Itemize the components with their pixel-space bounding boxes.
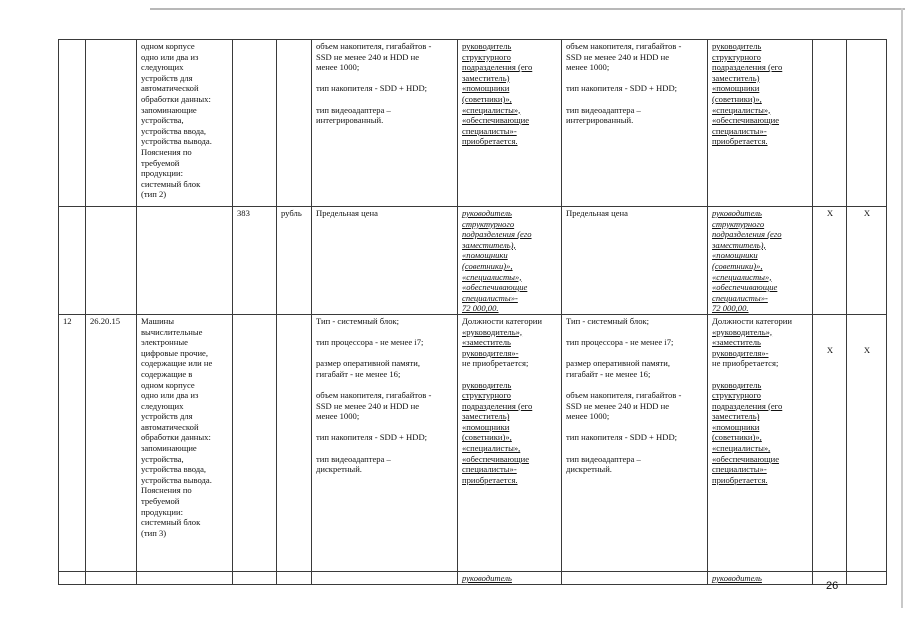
cell-description — [137, 40, 233, 207]
cell-text-line: (советники)», — [712, 432, 762, 443]
cell-text-line: Должности категории — [462, 315, 543, 326]
cell-text-line: Тип - системный блок; — [316, 315, 400, 326]
cell-text-line: руководитель — [462, 208, 512, 218]
cell-text-line: «обеспечивающие — [712, 282, 778, 293]
cell-text-line: приобретается. — [712, 474, 768, 485]
mark-x: Х — [826, 344, 834, 355]
mark-x: Х — [863, 344, 871, 355]
cell-text-line: Пояснения по — [141, 485, 192, 496]
cell-text-line: одном корпусе — [141, 379, 195, 390]
cell-text-line: содержащие или не — [141, 358, 213, 369]
cell-text-line: специалисты»- — [462, 464, 517, 475]
cell-text-line: «помощники — [462, 250, 508, 261]
cell-text-line: заместитель) — [712, 72, 760, 83]
spacer — [316, 327, 454, 338]
spacer — [566, 380, 704, 391]
cell-mark-1 — [813, 207, 847, 315]
cell-text-line: «обеспечивающие — [462, 115, 530, 126]
cell-text-line: (тип 2) — [141, 189, 167, 200]
cell-text-line: дискретный. — [566, 464, 612, 475]
cell-text-line: руководитель — [712, 41, 762, 51]
cell-text-line: «заместитель — [712, 337, 761, 348]
cell-text-line: «обеспечивающие — [462, 453, 530, 464]
row-number-text: 12 — [63, 315, 72, 326]
cell-text-line: тип видеоадаптера – — [316, 104, 391, 115]
cell-text-line: Машины — [141, 315, 175, 326]
cell-text-line: гигабайт - не менее 16; — [566, 368, 651, 379]
cell-text-line: «помощники — [712, 250, 758, 261]
cell-text-line: «помощники — [462, 83, 510, 94]
cell-text-line: объем накопителя, гигабайтов - — [316, 41, 432, 51]
cell-unit-name — [277, 571, 312, 584]
cell-text-line: системный блок — [141, 178, 201, 189]
table-row — [59, 314, 887, 571]
cell-mark-2 — [847, 207, 887, 315]
cell-mark-2 — [847, 571, 887, 584]
cell-text-line: «обеспечивающие — [712, 115, 780, 126]
table-row — [59, 571, 887, 584]
cell-text-line: требуемой — [141, 496, 180, 507]
cell-text-line: тип процессора - не менее i7; — [316, 337, 424, 348]
cell-text-line: специалисты»- — [712, 292, 768, 303]
cell-text-line: подразделения (его — [712, 62, 783, 73]
cell-text-line: продукции: — [141, 168, 183, 179]
cell-text-line: структурного — [712, 51, 761, 62]
cell-unit-name — [277, 314, 312, 571]
cell-text-line: «заместитель — [462, 337, 511, 348]
cell-text-line: Пояснения по — [141, 146, 192, 157]
spacer — [566, 327, 704, 338]
cell-text-line: вычислительные — [141, 326, 203, 337]
cell-text-line: руководитель — [462, 379, 512, 390]
spacer — [316, 422, 454, 433]
cell-characteristics — [312, 571, 458, 584]
cell-characteristics-2 — [562, 571, 708, 584]
cell-text-line: менее 1000; — [316, 62, 360, 73]
positions-general — [462, 316, 558, 369]
cell-text-line: тип видеоадаптера – — [566, 104, 641, 115]
table-row — [59, 40, 887, 207]
position-text-2: руководитель — [712, 572, 762, 583]
cell-positions-2 — [708, 571, 813, 584]
cell-characteristics-2 — [562, 40, 708, 207]
unit-name-text: рубль — [281, 208, 302, 218]
spacer — [712, 369, 809, 380]
spacer — [566, 73, 704, 84]
cell-text-line: «руководитель», — [712, 326, 773, 337]
cell-text-line: одном корпусе — [141, 41, 195, 51]
cell-text-line: (советники)», — [712, 260, 763, 271]
cell-text-line: Тип - системный блок; — [566, 315, 650, 326]
positions-general-2 — [712, 316, 809, 369]
positions-structural — [462, 380, 558, 486]
cell-text-line: цифровые прочие, — [141, 347, 209, 358]
spacer — [566, 348, 704, 359]
cell-text-line: устройства, — [141, 453, 184, 464]
cell-positions-2 — [708, 207, 813, 315]
cell-text-line: 72 000,00. — [462, 303, 499, 314]
cell-text-line: «руководитель», — [462, 326, 523, 337]
cell-text-line: заместитель) — [462, 72, 510, 83]
cell-unit-name — [277, 207, 312, 315]
cell-text-line: «обеспечивающие — [462, 282, 528, 293]
cell-text-line: устройств для — [141, 411, 193, 422]
mark-x: Х — [826, 208, 834, 218]
cell-text-line: «специалисты», — [712, 443, 771, 454]
cell-text-line: приобретается. — [462, 474, 518, 485]
spacer — [316, 380, 454, 391]
cell-text-line: интегрированный. — [566, 115, 634, 126]
cell-text-line: тип накопителя - SDD + HDD; — [316, 83, 428, 94]
cell-text-line: приобретается. — [462, 136, 518, 147]
cell-text-line: (тип 3) — [141, 527, 167, 538]
cell-characteristics-2 — [562, 207, 708, 315]
cell-text-line: не приобретается; — [712, 358, 779, 369]
cell-number — [59, 207, 86, 315]
cell-text-line: подразделения (его — [712, 229, 782, 240]
cell-text-line: тип видеоадаптера – — [316, 453, 391, 464]
cell-characteristics-2 — [562, 314, 708, 571]
requirements-table — [58, 39, 887, 585]
cell-text-line: специалисты»- — [462, 292, 518, 303]
cell-unit-code — [233, 40, 277, 207]
cell-text-line: дискретный. — [316, 464, 362, 475]
spacer — [462, 369, 558, 380]
cell-text-line: не приобретается; — [462, 358, 529, 369]
cell-unit-code — [233, 571, 277, 584]
cell-positions — [458, 314, 562, 571]
cell-text-line: подразделения (его — [712, 400, 783, 411]
cell-text-line: одно или два из — [141, 390, 199, 401]
cell-positions — [458, 207, 562, 315]
cell-number — [59, 40, 86, 207]
cell-text-line: обработки данных: — [141, 432, 211, 443]
cell-text-line: руководителя»- — [462, 347, 519, 358]
cell-text-line: структурного — [462, 390, 511, 401]
cell-characteristics — [312, 40, 458, 207]
cell-text-line: объем накопителя, гигабайтов - — [566, 41, 682, 51]
cell-text-line: руководитель — [712, 379, 762, 390]
cell-unit-code — [233, 314, 277, 571]
cell-text-line: «помощники — [462, 421, 510, 432]
cell-text-line: «помощники — [712, 83, 760, 94]
cell-text-line: устройства ввода, — [141, 464, 207, 475]
cell-text-line: структурного — [462, 218, 515, 229]
position-text: руководитель — [462, 572, 512, 583]
cell-text-line: подразделения (его — [462, 400, 533, 411]
cell-mark-1 — [813, 40, 847, 207]
cell-okpd-code — [86, 314, 137, 571]
cell-mark-2 — [847, 40, 887, 207]
price-limit-text-2: Предельная цена — [566, 208, 628, 218]
cell-text-line: менее 1000; — [566, 62, 610, 73]
cell-text-line: продукции: — [141, 506, 183, 517]
cell-text-line: «специалисты», — [712, 271, 772, 282]
mark-x: Х — [863, 208, 871, 218]
cell-text-line: запоминающие — [141, 443, 197, 454]
cell-characteristics — [312, 314, 458, 571]
cell-text-line: SSD не менее 240 и HDD не — [566, 400, 670, 411]
cell-text-line: автоматической — [141, 421, 199, 432]
spacer — [316, 443, 454, 454]
cell-mark-1 — [813, 314, 847, 571]
cell-mark-2 — [847, 314, 887, 571]
cell-text-line: SSD не менее 240 и HDD не — [316, 400, 420, 411]
cell-text-line: требуемой — [141, 157, 180, 168]
cell-unit-name — [277, 40, 312, 207]
cell-description — [137, 571, 233, 584]
cell-text-line: «специалисты», — [462, 271, 522, 282]
cell-text-line: устройства, — [141, 115, 184, 126]
cell-text-line: гигабайт - не менее 16; — [316, 368, 401, 379]
spacer — [316, 94, 454, 105]
scan-edge-top — [150, 8, 905, 10]
cell-text-line: устройства вывода. — [141, 474, 212, 485]
cell-text-line: специалисты»- — [712, 464, 767, 475]
cell-text-line: специалисты»- — [462, 125, 517, 136]
cell-text-line: тип накопителя - SDD + HDD; — [316, 432, 428, 443]
cell-text-line: системный блок — [141, 517, 201, 528]
spacer — [566, 94, 704, 105]
cell-text-line: устройства ввода, — [141, 125, 207, 136]
scan-edge-right — [901, 8, 903, 608]
cell-text-line: одно или два из — [141, 51, 199, 62]
cell-positions — [458, 571, 562, 584]
cell-text-line: «обеспечивающие — [712, 453, 780, 464]
cell-description — [137, 314, 233, 571]
cell-text-line: руководитель — [462, 41, 512, 51]
cell-text-line: содержащие в — [141, 368, 193, 379]
cell-positions-2 — [708, 40, 813, 207]
cell-text-line: размер оперативной памяти, — [316, 358, 421, 369]
cell-text-line: объем накопителя, гигабайтов - — [566, 390, 682, 401]
cell-text-line: структурного — [712, 390, 761, 401]
cell-text-line: подразделения (его — [462, 229, 532, 240]
price-limit-text: Предельная цена — [316, 208, 378, 218]
cell-text-line: «специалисты», — [462, 104, 521, 115]
cell-okpd-code — [86, 40, 137, 207]
cell-text-line: заместитель), — [712, 239, 766, 250]
cell-text-line: приобретается. — [712, 136, 768, 147]
cell-number — [59, 571, 86, 584]
cell-text-line: «помощники — [712, 421, 760, 432]
spacer — [566, 422, 704, 433]
cell-text-line: 72 000,00. — [712, 303, 749, 314]
cell-text-line: (советники)», — [462, 432, 512, 443]
cell-text-line: «специалисты», — [462, 443, 521, 454]
cell-text-line: (советники)», — [462, 93, 512, 104]
spacer — [566, 443, 704, 454]
cell-text-line: следующих — [141, 62, 184, 73]
cell-okpd-code — [86, 571, 137, 584]
cell-text-line: запоминающие — [141, 104, 197, 115]
positions-structural-2 — [712, 380, 809, 486]
cell-text-line: интегрированный. — [316, 115, 384, 126]
cell-text-line: тип видеоадаптера – — [566, 453, 641, 464]
cell-text-line: автоматической — [141, 83, 199, 94]
cell-text-line: устройств для — [141, 72, 193, 83]
cell-text-line: заместитель) — [712, 411, 760, 422]
cell-text-line: «специалисты», — [712, 104, 771, 115]
cell-number — [59, 314, 86, 571]
cell-text-line: обработки данных: — [141, 93, 211, 104]
cell-text-line: Должности категории — [712, 315, 793, 326]
cell-text-line: структурного — [462, 51, 511, 62]
spacer — [316, 348, 454, 359]
page-number: 26 — [826, 580, 839, 592]
cell-text-line: (советники)», — [462, 260, 513, 271]
cell-text-line: менее 1000; — [316, 411, 360, 422]
cell-text-line: тип накопителя - SDD + HDD; — [566, 432, 678, 443]
cell-text-line: менее 1000; — [566, 411, 610, 422]
cell-description — [137, 207, 233, 315]
cell-text-line: заместитель) — [462, 411, 510, 422]
cell-text-line: тип накопителя - SDD + HDD; — [566, 83, 678, 94]
cell-text-line: устройства вывода. — [141, 136, 212, 147]
cell-positions-2 — [708, 314, 813, 571]
spacer — [316, 73, 454, 84]
cell-text-line: структурного — [712, 218, 765, 229]
okpd-code-text: 26.20.15 — [90, 315, 121, 326]
cell-characteristics — [312, 207, 458, 315]
cell-text-line: объем накопителя, гигабайтов - — [316, 390, 432, 401]
cell-text-line: размер оперативной памяти, — [566, 358, 671, 369]
cell-text-line: SSD не менее 240 и HDD не — [316, 51, 420, 62]
cell-text-line: SSD не менее 240 и HDD не — [566, 51, 670, 62]
cell-okpd-code — [86, 207, 137, 315]
cell-text-line: тип процессора - не менее i7; — [566, 337, 674, 348]
cell-text-line: электронные — [141, 337, 188, 348]
cell-text-line: специалисты»- — [712, 125, 767, 136]
cell-positions — [458, 40, 562, 207]
cell-text-line: (советники)», — [712, 93, 762, 104]
cell-text-line: руководителя»- — [712, 347, 769, 358]
cell-unit-code — [233, 207, 277, 315]
cell-text-line: заместитель), — [462, 239, 516, 250]
unit-code-text: 383 — [237, 208, 250, 218]
cell-text-line: следующих — [141, 400, 184, 411]
table-row — [59, 207, 887, 315]
cell-text-line: руководитель — [712, 208, 762, 218]
cell-text-line: подразделения (его — [462, 62, 533, 73]
